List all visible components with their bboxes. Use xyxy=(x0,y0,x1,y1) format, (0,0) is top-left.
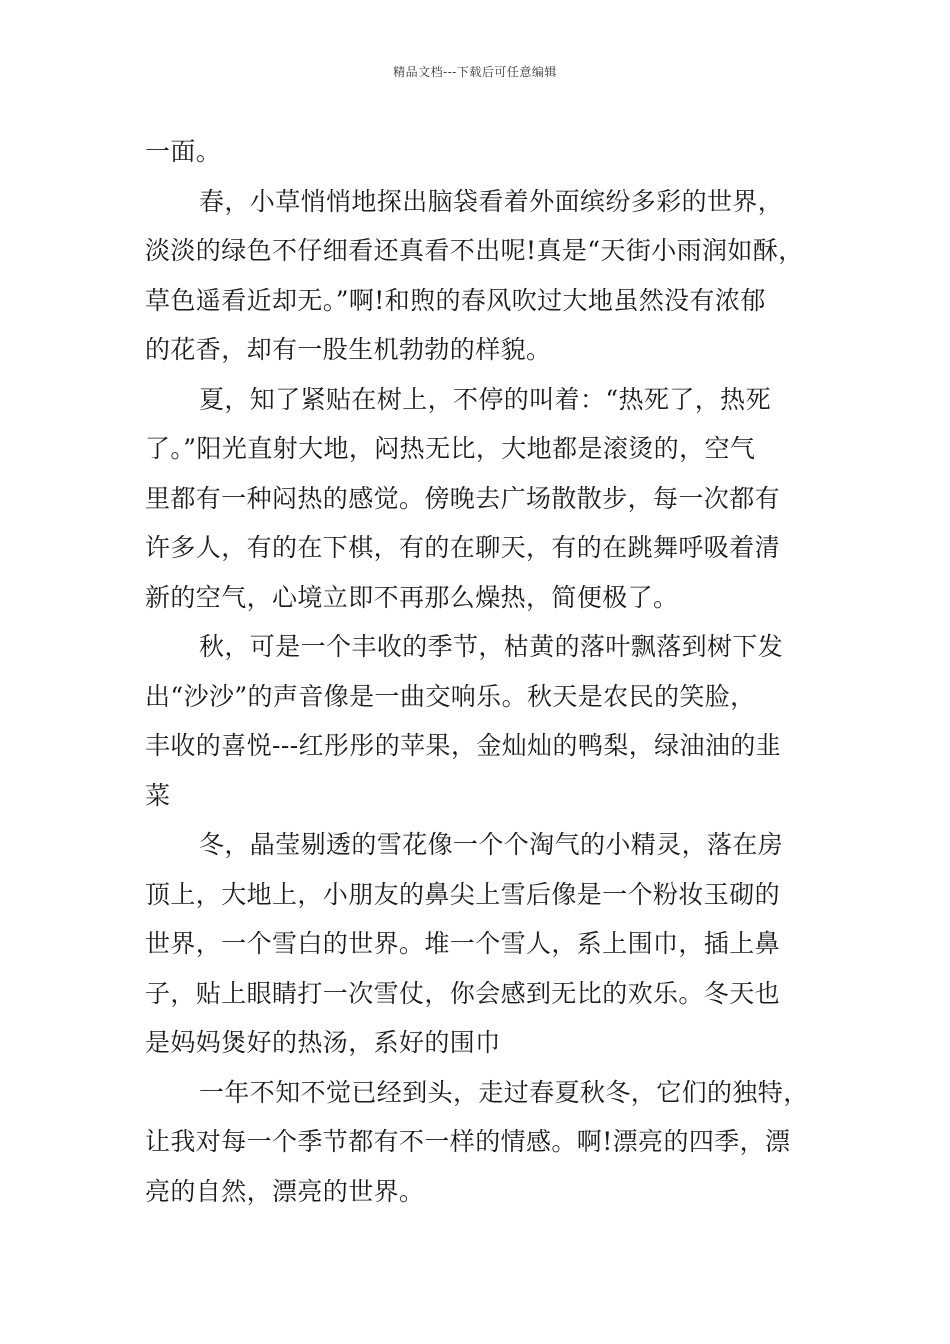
paragraph-start-spring: 春，小草悄悄地探出脑袋看着外面缤纷多彩的世界， xyxy=(199,186,784,216)
text-line: 草色遥看近却无。”啊!和煦的春风吹过大地虽然没有浓郁 xyxy=(145,285,766,315)
text-line: 一面。 xyxy=(145,137,222,166)
text-line: 亮的自然，漂亮的世界。 xyxy=(145,1176,425,1206)
paragraph-start-autumn: 秋，可是一个丰收的季节，枯黄的落叶飘落到树下发 xyxy=(199,632,784,661)
paragraph-start-winter: 冬，晶莹剔透的雪花像一个个淘气的小精灵，落在房 xyxy=(199,830,784,859)
text-line: 了。”阳光直射大地，闷热无比，大地都是滚烫的，空气 xyxy=(145,434,756,463)
text-line: 淡淡的绿色不仔细看还真看不出呢!真是“天街小雨润如酥， xyxy=(145,236,804,265)
text-line: 出“沙沙”的声音像是一曲交响乐。秋天是农民的笑脸， xyxy=(145,681,756,711)
text-line: 让我对每一个季节都有不一样的情感。啊!漂亮的四季，漂 xyxy=(145,1127,791,1156)
text-line: 丰收的喜悦---红彤彤的苹果，金灿灿的鸭梨，绿油油的韭 xyxy=(145,731,782,760)
text-line: 里都有一种闷热的感觉。傍晚去广场散散步，每一次都有 xyxy=(145,483,781,513)
text-line: 世界，一个雪白的世界。堆一个雪人，系上围巾，插上鼻 xyxy=(145,929,781,958)
text-line: 许多人，有的在下棋，有的在聊天，有的在跳舞呼吸着清 xyxy=(145,533,781,562)
paragraph-start-summer: 夏，知了紧贴在树上，不停的叫着：“热死了，热死 xyxy=(199,384,771,414)
text-line: 菜 xyxy=(145,780,171,810)
text-line: 新的空气，心境立即不再那么燥热，简便极了。 xyxy=(145,582,679,612)
text-line: 顶上，大地上，小朋友的鼻尖上雪后像是一个粉妆玉砌的 xyxy=(145,879,781,909)
essay-body xyxy=(145,127,817,1216)
text-line: 的花香，却有一股生机勃勃的样貌。 xyxy=(145,335,552,364)
page-header: 精品文档---下载后可任意编辑 xyxy=(393,65,557,79)
text-line: 是妈妈煲好的热汤，系好的围巾 xyxy=(145,1028,501,1057)
text-line: 子，贴上眼睛打一次雪仗，你会感到无比的欢乐。冬天也 xyxy=(145,978,781,1008)
paragraph-start-conclusion: 一年不知不觉已经到头，走过春夏秋冬，它们的独特， xyxy=(199,1077,809,1107)
